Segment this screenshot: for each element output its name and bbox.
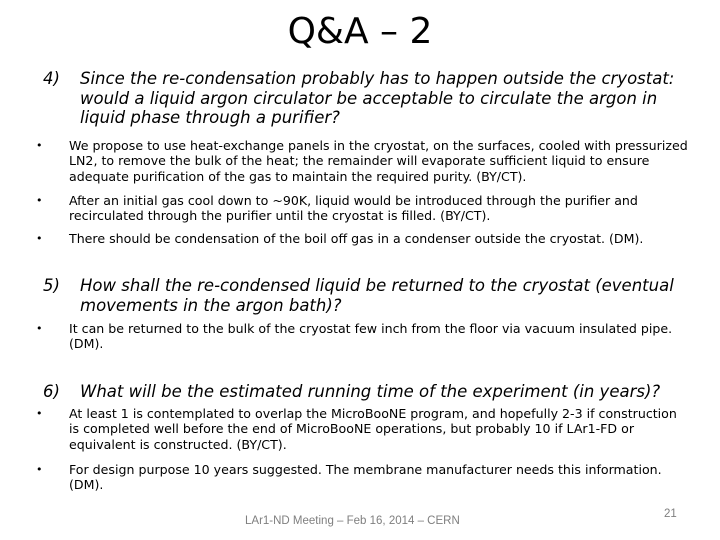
question-number: 5) (43, 276, 60, 295)
question-text: Since the re-condensation probably has to happen outside the cryostat: would a liquid argon circulator be acceptable to circulate the argon in liquid phase through a purifier? (80, 69, 675, 127)
question-number: 4) (43, 69, 60, 88)
answer-text: We propose to use heat-exchange panels in the cryostat, on the surfaces, cooled with pressurized LN2, to remove the bulk of the heat; the remainder will evaporate sufficient liquid to ensure adequate purification of the gas to maintain the required purity. (BY/CT). (69, 138, 688, 184)
answer-text: At least 1 is contemplated to overlap the MicroBooNE program, and hopefully 2-3 if construction is completed well before the end of MicroBooNE operations, but probably 10 if LAr1-FD or equivalent is constructed. (BY/CT). (69, 406, 677, 452)
bullet-icon: • (36, 407, 43, 420)
answer-bullet (36, 462, 689, 493)
question-6 (43, 382, 683, 402)
answer-bullet (36, 193, 689, 224)
answer-text: It can be returned to the bulk of the cryostat few inch from the floor via vacuum insulated pipe. (DM). (69, 321, 673, 352)
answer-bullet (36, 406, 689, 452)
answer-bullet (36, 321, 689, 352)
answer-bullet (36, 138, 689, 184)
question-number: 6) (43, 382, 60, 401)
bullet-icon: • (36, 232, 43, 245)
page-number: 21 (664, 508, 677, 520)
question-5 (43, 276, 683, 315)
answer-text: After an initial gas cool down to ~90K, liquid would be introduced through the purifier and recirculated through the purifier until the cryostat is filled. (BY/CT). (69, 193, 638, 224)
answer-text: There should be condensation of the boil off gas in a condenser outside the cryostat. (DM). (69, 231, 644, 246)
bullet-icon: • (36, 194, 43, 207)
slide-footer: LAr1-ND Meeting – Feb 16, 2014 – CERN (245, 515, 460, 527)
bullet-icon: • (36, 463, 43, 476)
question-4 (43, 69, 683, 128)
question-text: What will be the estimated running time of the experiment (in years)? (80, 382, 661, 401)
slide-title: Q&A – 2 (287, 11, 433, 52)
answer-bullet (36, 231, 689, 246)
answer-text: For design purpose 10 years suggested. The membrane manufacturer needs this information. (DM). (69, 462, 662, 493)
question-text: How shall the re-condensed liquid be returned to the cryostat (eventual movements in the argon bath)? (80, 276, 674, 315)
bullet-icon: • (36, 139, 43, 152)
bullet-icon: • (36, 322, 43, 335)
